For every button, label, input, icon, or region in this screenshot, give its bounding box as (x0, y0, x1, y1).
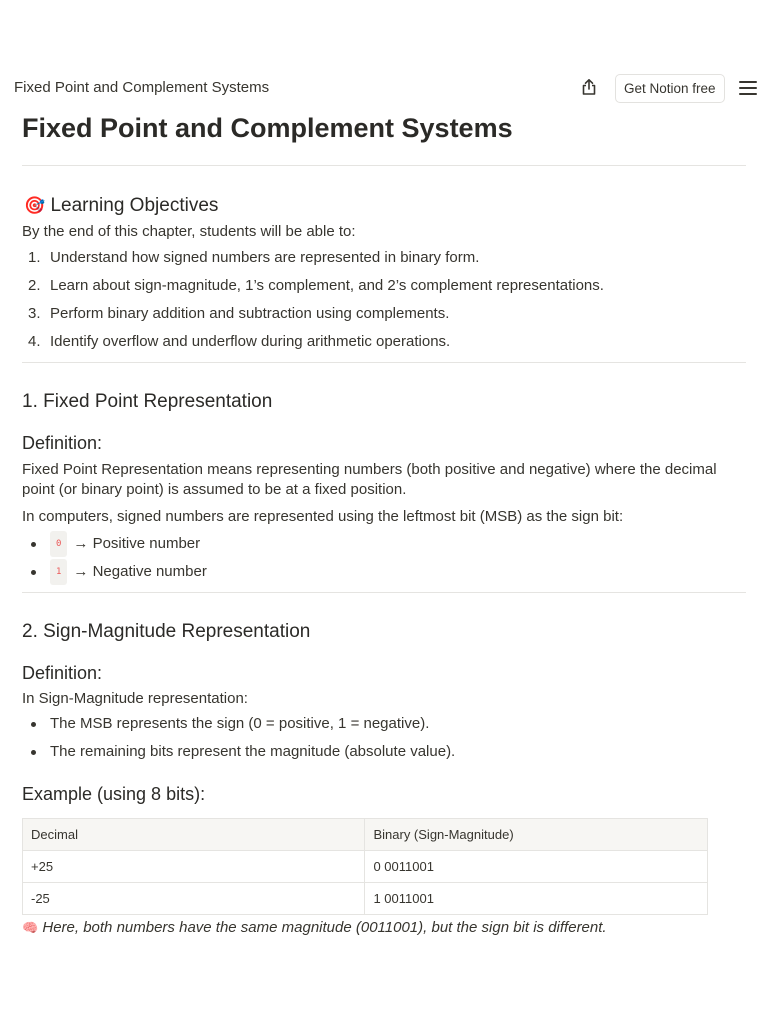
example-heading: Example (using 8 bits): (22, 784, 206, 804)
table-cell: 1 0011001 (365, 883, 708, 915)
page-content (22, 108, 746, 938)
target-icon: 🎯 (24, 196, 46, 215)
table-row (23, 851, 708, 883)
section1-heading: 1. Fixed Point Representation (22, 391, 273, 412)
list-item-text: Perform binary addition and subtraction using complements. (50, 305, 450, 322)
list-item-text: → Positive number (73, 535, 201, 552)
divider (22, 165, 746, 166)
share-button[interactable] (578, 76, 600, 98)
list-item-text: Understand how signed numbers are represented in binary form. (50, 249, 480, 266)
list-item (22, 272, 746, 300)
divider (22, 362, 746, 363)
section2-intro: In Sign-Magnitude representation: (22, 690, 248, 707)
objectives-list (22, 244, 746, 356)
share-icon (580, 78, 598, 96)
section2-heading: 2. Sign-Magnitude Representation (22, 621, 311, 642)
list-item (22, 738, 746, 766)
list-item (22, 558, 746, 586)
sign-bit-list (22, 530, 746, 586)
section1-paragraph: Fixed Point Representation means representing numbers (both positive and negative) where the decimal point (or binary point) is assumed to be at a fixed position. (22, 461, 717, 498)
list-number: 3. (28, 305, 41, 322)
section2-definition-heading: Definition: (22, 663, 103, 683)
inline-code: 0 (50, 531, 67, 557)
menu-icon-bar (739, 93, 757, 95)
list-item (22, 710, 746, 738)
list-item-text: Identify overflow and underflow during arithmetic operations. (50, 333, 451, 350)
page-title: Fixed Point and Complement Systems (22, 113, 513, 143)
list-item (22, 328, 746, 356)
list-number: 4. (28, 333, 41, 350)
table-note (22, 918, 746, 938)
table-cell: -25 (23, 883, 365, 915)
list-item (22, 530, 746, 558)
table-header-cell: Decimal (23, 819, 365, 851)
get-notion-free-button[interactable]: Get Notion free (615, 74, 725, 103)
menu-button[interactable] (739, 78, 759, 98)
table-header-row (23, 819, 708, 851)
table-cell: +25 (23, 851, 365, 883)
breadcrumb[interactable]: Fixed Point and Complement Systems (14, 79, 270, 96)
top-bar (0, 70, 768, 106)
list-item-text: The remaining bits represent the magnitude (absolute value). (50, 743, 456, 760)
list-item (22, 244, 746, 272)
menu-icon-bar (739, 87, 757, 89)
section1-paragraph: In computers, signed numbers are represented using the leftmost bit (MSB) as the sign bit: (22, 508, 624, 525)
list-item-text: → Negative number (73, 563, 207, 580)
list-number: 2. (28, 277, 41, 294)
menu-icon-bar (739, 81, 757, 83)
table-note-text: Here, both numbers have the same magnitude (0011001), but the sign bit is different. (42, 919, 607, 936)
objectives-heading (22, 193, 746, 219)
section1-definition-heading: Definition: (22, 433, 103, 453)
list-item-text: The MSB represents the sign (0 = positive, 1 = negative). (50, 715, 430, 732)
table-header-cell: Binary (Sign-Magnitude) (365, 819, 708, 851)
inline-code: 1 (50, 559, 67, 585)
sign-magnitude-list (22, 710, 746, 766)
objectives-heading-text: Learning Objectives (50, 195, 219, 216)
list-item (22, 300, 746, 328)
sign-magnitude-table (22, 818, 708, 915)
divider (22, 592, 746, 593)
list-item-text: Learn about sign-magnitude, 1’s complement, and 2’s complement representations. (50, 277, 604, 294)
brain-icon: 🧠 (22, 920, 39, 935)
objectives-intro: By the end of this chapter, students will be able to: (22, 223, 356, 240)
table-cell: 0 0011001 (365, 851, 708, 883)
list-number: 1. (28, 249, 41, 266)
table-row (23, 883, 708, 915)
